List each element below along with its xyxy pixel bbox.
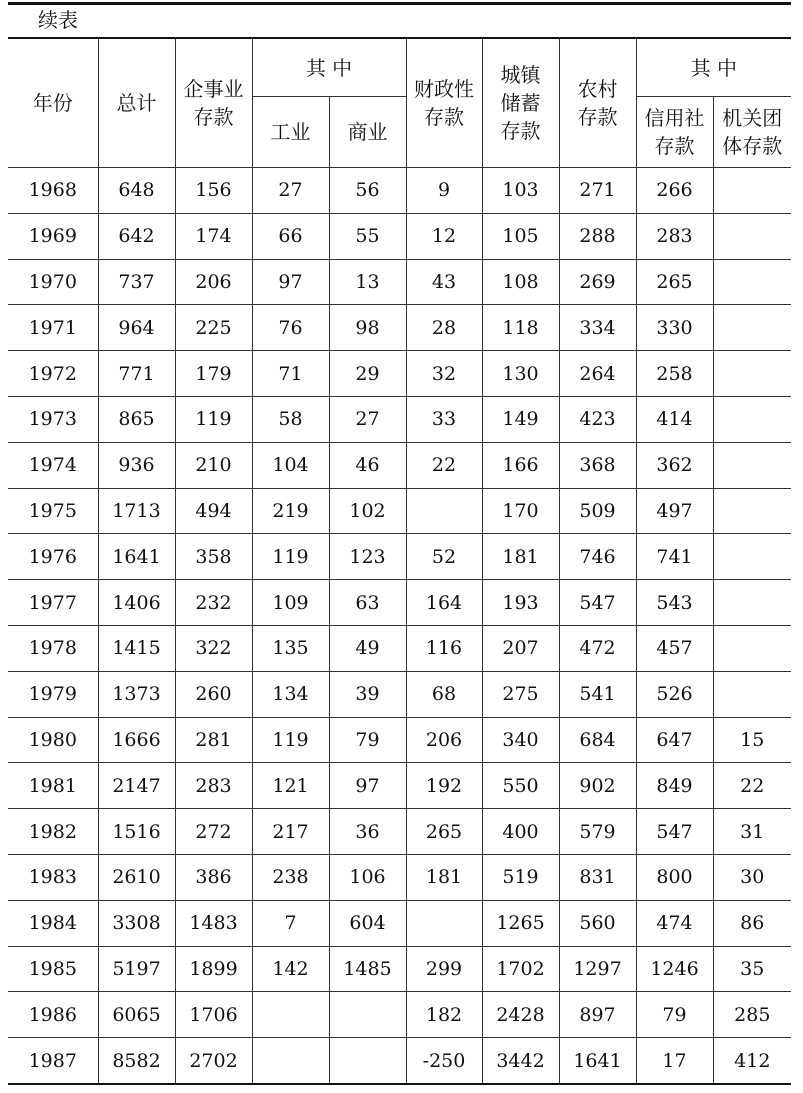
cell-institution: 412 [713, 1038, 791, 1084]
header-urban: 城镇 储蓄 存款 [482, 38, 559, 168]
cell-fiscal [406, 900, 482, 946]
table-row [8, 351, 791, 397]
cell-year: 1985 [8, 946, 98, 992]
cell-credit: 547 [636, 809, 713, 855]
cell-rural: 541 [559, 671, 636, 717]
cell-rural: 264 [559, 351, 636, 397]
cell-credit: 265 [636, 259, 713, 305]
cell-commerce: 29 [329, 351, 406, 397]
cell-urban: 103 [482, 168, 559, 214]
header-fiscal: 财政性 存款 [406, 38, 482, 168]
cell-rural: 509 [559, 488, 636, 534]
cell-urban: 340 [482, 717, 559, 763]
cell-commerce: 63 [329, 580, 406, 626]
cell-total: 1641 [98, 534, 175, 580]
cell-fiscal: 33 [406, 396, 482, 442]
cell-commerce: 106 [329, 854, 406, 900]
cell-credit: 474 [636, 900, 713, 946]
cell-credit: 1246 [636, 946, 713, 992]
cell-urban: 130 [482, 351, 559, 397]
cell-credit: 741 [636, 534, 713, 580]
cell-urban: 166 [482, 442, 559, 488]
header-total: 总计 [98, 38, 175, 168]
cell-fiscal [406, 488, 482, 534]
header-institution: 机关团 体存款 [713, 97, 791, 168]
cell-urban: 207 [482, 625, 559, 671]
cell-enterprise: 1706 [175, 992, 252, 1038]
cell-total: 5197 [98, 946, 175, 992]
table-row [8, 1038, 791, 1084]
cell-credit: 330 [636, 305, 713, 351]
cell-enterprise: 206 [175, 259, 252, 305]
cell-credit: 258 [636, 351, 713, 397]
cell-total: 1415 [98, 625, 175, 671]
cell-credit: 497 [636, 488, 713, 534]
cell-industry: 119 [252, 534, 329, 580]
cell-year: 1973 [8, 396, 98, 442]
cell-institution [713, 442, 791, 488]
table-row [8, 534, 791, 580]
table-row [8, 305, 791, 351]
cell-fiscal: 206 [406, 717, 482, 763]
cell-fiscal: 68 [406, 671, 482, 717]
cell-total: 2610 [98, 854, 175, 900]
cell-rural: 472 [559, 625, 636, 671]
cell-urban: 181 [482, 534, 559, 580]
cell-year: 1987 [8, 1038, 98, 1084]
cell-fiscal: 164 [406, 580, 482, 626]
cell-urban: 193 [482, 580, 559, 626]
cell-year: 1968 [8, 168, 98, 214]
cell-year: 1975 [8, 488, 98, 534]
cell-year: 1986 [8, 992, 98, 1038]
cell-commerce [329, 992, 406, 1038]
cell-rural: 288 [559, 213, 636, 259]
cell-total: 737 [98, 259, 175, 305]
cell-commerce: 123 [329, 534, 406, 580]
header-group-b: 其 中 [636, 38, 791, 97]
cell-urban: 105 [482, 213, 559, 259]
table-row [8, 900, 791, 946]
cell-urban: 118 [482, 305, 559, 351]
cell-urban: 3442 [482, 1038, 559, 1084]
cell-institution [713, 488, 791, 534]
cell-industry: 219 [252, 488, 329, 534]
cell-fiscal: 52 [406, 534, 482, 580]
table-row [8, 671, 791, 717]
cell-total: 3308 [98, 900, 175, 946]
header-commerce: 商业 [329, 97, 406, 168]
cell-commerce: 1485 [329, 946, 406, 992]
cell-commerce: 36 [329, 809, 406, 855]
cell-rural: 831 [559, 854, 636, 900]
cell-institution: 30 [713, 854, 791, 900]
table-row [8, 992, 791, 1038]
cell-rural: 269 [559, 259, 636, 305]
cell-enterprise: 232 [175, 580, 252, 626]
cell-rural: 684 [559, 717, 636, 763]
cell-industry: 217 [252, 809, 329, 855]
cell-enterprise: 260 [175, 671, 252, 717]
cell-industry: 135 [252, 625, 329, 671]
cell-year: 1971 [8, 305, 98, 351]
cell-industry: 66 [252, 213, 329, 259]
cell-credit: 266 [636, 168, 713, 214]
cell-credit: 414 [636, 396, 713, 442]
cell-total: 771 [98, 351, 175, 397]
cell-institution: 22 [713, 763, 791, 809]
cell-rural: 560 [559, 900, 636, 946]
cell-year: 1974 [8, 442, 98, 488]
cell-commerce: 27 [329, 396, 406, 442]
cell-credit: 79 [636, 992, 713, 1038]
table-row [8, 442, 791, 488]
cell-urban: 519 [482, 854, 559, 900]
cell-commerce: 604 [329, 900, 406, 946]
header-industry: 工业 [252, 97, 329, 168]
cell-rural: 271 [559, 168, 636, 214]
cell-total: 1713 [98, 488, 175, 534]
cell-rural: 368 [559, 442, 636, 488]
cell-institution [713, 671, 791, 717]
cell-rural: 897 [559, 992, 636, 1038]
cell-industry: 238 [252, 854, 329, 900]
cell-year: 1984 [8, 900, 98, 946]
cell-commerce: 39 [329, 671, 406, 717]
table-row [8, 809, 791, 855]
cell-fiscal: 28 [406, 305, 482, 351]
cell-total: 1406 [98, 580, 175, 626]
cell-urban: 149 [482, 396, 559, 442]
cell-institution [713, 168, 791, 214]
cell-year: 1977 [8, 580, 98, 626]
table-row [8, 168, 791, 214]
cell-rural: 902 [559, 763, 636, 809]
cell-commerce: 13 [329, 259, 406, 305]
table-row [8, 946, 791, 992]
cell-total: 964 [98, 305, 175, 351]
cell-fiscal: 9 [406, 168, 482, 214]
cell-credit: 283 [636, 213, 713, 259]
cell-total: 8582 [98, 1038, 175, 1084]
cell-credit: 362 [636, 442, 713, 488]
cell-fiscal: 12 [406, 213, 482, 259]
cell-fiscal: 181 [406, 854, 482, 900]
cell-institution [713, 396, 791, 442]
cell-rural: 1641 [559, 1038, 636, 1084]
cell-credit: 17 [636, 1038, 713, 1084]
cell-year: 1979 [8, 671, 98, 717]
deposit-table [8, 37, 791, 1085]
cell-institution [713, 259, 791, 305]
cell-institution: 15 [713, 717, 791, 763]
table-row [8, 717, 791, 763]
cell-enterprise: 322 [175, 625, 252, 671]
cell-enterprise: 210 [175, 442, 252, 488]
cell-total: 1373 [98, 671, 175, 717]
cell-enterprise: 358 [175, 534, 252, 580]
cell-total: 1666 [98, 717, 175, 763]
cell-credit: 457 [636, 625, 713, 671]
cell-year: 1980 [8, 717, 98, 763]
cell-fiscal: 182 [406, 992, 482, 1038]
cell-industry [252, 992, 329, 1038]
cell-total: 865 [98, 396, 175, 442]
cell-institution [713, 625, 791, 671]
cell-year: 1969 [8, 213, 98, 259]
cell-industry: 104 [252, 442, 329, 488]
cell-rural: 1297 [559, 946, 636, 992]
cell-year: 1972 [8, 351, 98, 397]
cell-commerce: 46 [329, 442, 406, 488]
cell-enterprise: 1899 [175, 946, 252, 992]
cell-fiscal: 22 [406, 442, 482, 488]
cell-total: 2147 [98, 763, 175, 809]
cell-credit: 647 [636, 717, 713, 763]
cell-industry: 142 [252, 946, 329, 992]
header-enterprise: 企事业 存款 [175, 38, 252, 168]
cell-fiscal: 265 [406, 809, 482, 855]
header-year: 年份 [8, 38, 98, 168]
cell-institution [713, 580, 791, 626]
cell-credit: 849 [636, 763, 713, 809]
header-group-a: 其 中 [252, 38, 406, 97]
cell-enterprise: 281 [175, 717, 252, 763]
cell-fiscal: 116 [406, 625, 482, 671]
cell-urban: 1702 [482, 946, 559, 992]
cell-credit: 543 [636, 580, 713, 626]
table-caption: 续表 [38, 8, 78, 32]
cell-rural: 746 [559, 534, 636, 580]
table-row [8, 488, 791, 534]
cell-year: 1981 [8, 763, 98, 809]
cell-enterprise: 179 [175, 351, 252, 397]
cell-fiscal: 43 [406, 259, 482, 305]
cell-institution [713, 305, 791, 351]
cell-rural: 547 [559, 580, 636, 626]
cell-institution [713, 351, 791, 397]
cell-urban: 550 [482, 763, 559, 809]
cell-industry: 76 [252, 305, 329, 351]
cell-year: 1982 [8, 809, 98, 855]
cell-enterprise: 2702 [175, 1038, 252, 1084]
cell-total: 6065 [98, 992, 175, 1038]
cell-urban: 400 [482, 809, 559, 855]
cell-total: 1516 [98, 809, 175, 855]
cell-enterprise: 225 [175, 305, 252, 351]
cell-industry: 58 [252, 396, 329, 442]
cell-fiscal: 299 [406, 946, 482, 992]
cell-industry: 97 [252, 259, 329, 305]
table-row [8, 580, 791, 626]
cell-urban: 108 [482, 259, 559, 305]
cell-urban: 170 [482, 488, 559, 534]
cell-total: 648 [98, 168, 175, 214]
cell-industry: 109 [252, 580, 329, 626]
cell-institution: 86 [713, 900, 791, 946]
cell-urban: 1265 [482, 900, 559, 946]
table-row [8, 396, 791, 442]
cell-commerce: 56 [329, 168, 406, 214]
cell-industry: 134 [252, 671, 329, 717]
cell-commerce: 97 [329, 763, 406, 809]
cell-enterprise: 1483 [175, 900, 252, 946]
cell-industry: 121 [252, 763, 329, 809]
cell-rural: 334 [559, 305, 636, 351]
cell-enterprise: 119 [175, 396, 252, 442]
cell-rural: 579 [559, 809, 636, 855]
cell-industry: 27 [252, 168, 329, 214]
cell-enterprise: 386 [175, 854, 252, 900]
header-rural: 农村 存款 [559, 38, 636, 168]
top-rule [8, 2, 791, 5]
cell-institution [713, 534, 791, 580]
cell-fiscal: 192 [406, 763, 482, 809]
cell-institution: 35 [713, 946, 791, 992]
cell-year: 1978 [8, 625, 98, 671]
cell-commerce: 79 [329, 717, 406, 763]
cell-commerce: 55 [329, 213, 406, 259]
header-credit: 信用社 存款 [636, 97, 713, 168]
cell-fiscal: -250 [406, 1038, 482, 1084]
table-row [8, 625, 791, 671]
cell-year: 1983 [8, 854, 98, 900]
cell-industry: 119 [252, 717, 329, 763]
cell-institution: 31 [713, 809, 791, 855]
cell-industry [252, 1038, 329, 1084]
table-body [8, 168, 791, 1084]
table-row [8, 854, 791, 900]
cell-urban: 275 [482, 671, 559, 717]
cell-year: 1970 [8, 259, 98, 305]
cell-commerce: 102 [329, 488, 406, 534]
cell-year: 1976 [8, 534, 98, 580]
cell-enterprise: 174 [175, 213, 252, 259]
cell-commerce: 98 [329, 305, 406, 351]
cell-institution [713, 213, 791, 259]
cell-fiscal: 32 [406, 351, 482, 397]
table-row [8, 259, 791, 305]
cell-commerce: 49 [329, 625, 406, 671]
cell-institution: 285 [713, 992, 791, 1038]
table-row [8, 213, 791, 259]
cell-urban: 2428 [482, 992, 559, 1038]
cell-total: 936 [98, 442, 175, 488]
cell-credit: 526 [636, 671, 713, 717]
cell-industry: 71 [252, 351, 329, 397]
cell-rural: 423 [559, 396, 636, 442]
cell-enterprise: 283 [175, 763, 252, 809]
cell-credit: 800 [636, 854, 713, 900]
table-row [8, 763, 791, 809]
cell-enterprise: 156 [175, 168, 252, 214]
cell-enterprise: 494 [175, 488, 252, 534]
cell-enterprise: 272 [175, 809, 252, 855]
cell-total: 642 [98, 213, 175, 259]
cell-industry: 7 [252, 900, 329, 946]
cell-commerce [329, 1038, 406, 1084]
